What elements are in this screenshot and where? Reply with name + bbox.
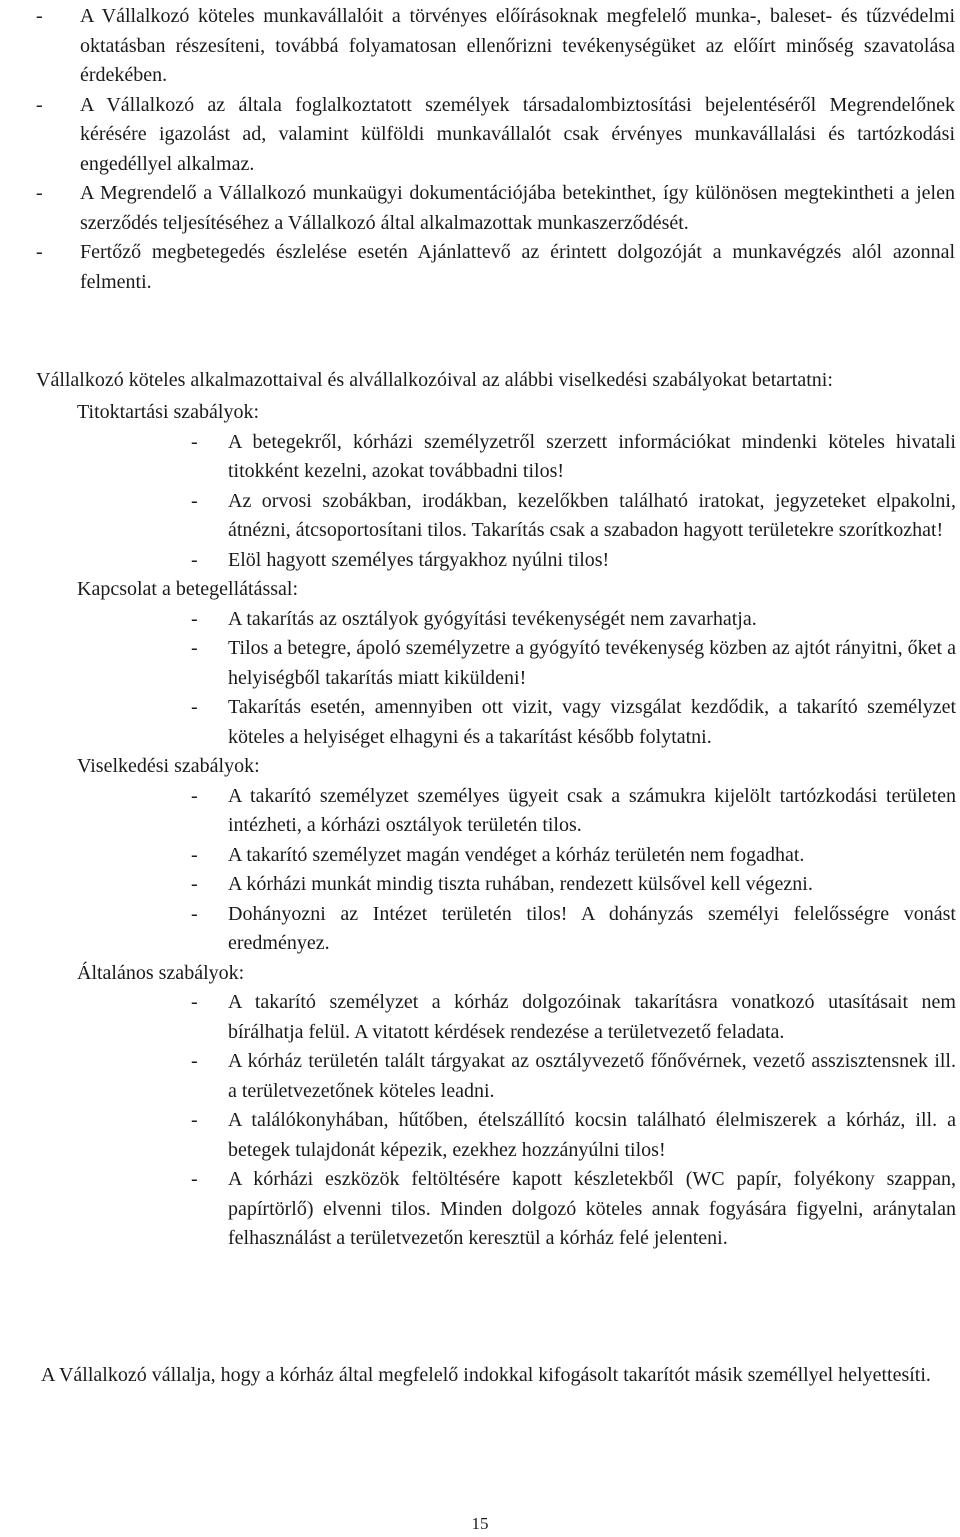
list-item-text: A Vállalkozó az általa foglalkoztatott személyek társadalombiztosítási bejelentéséről Megrendelőnek kérésére igazolást ad, valamint külföldi munkavállalót csak érvényes munkavállalási és tartózkodási engedéllyel alkalmaz. — [80, 93, 955, 175]
list-dash: - — [191, 843, 198, 866]
top-bullet-list — [36, 2, 955, 297]
list-item — [191, 900, 956, 959]
list-dash: - — [36, 182, 43, 204]
confidentiality-list — [191, 428, 956, 576]
list-item-text: A takarító személyzet a kórház dolgozóinak takarításra vonatkozó utasításait nem bírálhatja felül. A vitatott kérdések rendezése a területvezető feladata. — [228, 991, 956, 1043]
list-dash: - — [191, 548, 198, 571]
list-item-text: A kórház területén talált tárgyakat az osztályvezető főnővérnek, vezető asszisztensnek ill. a területvezetőnek köteles leadni. — [228, 1050, 956, 1102]
list-item — [191, 1106, 956, 1165]
list-item — [36, 2, 955, 91]
list-item — [191, 605, 956, 635]
list-dash: - — [36, 5, 43, 27]
list-dash: - — [191, 489, 198, 512]
list-item-text: Takarítás esetén, amennyiben ott vizit, vagy vizsgálat kezdődik, a takarító személyzet köteles a helyiséget elhagyni és a takarítást később folytatni. — [228, 696, 956, 748]
section-heading-patient-care: Kapcsolat a betegellátással: — [77, 578, 299, 600]
list-item-text: Dohányozni az Intézet területén tilos! A dohányzás személyi felelősségre vonást eredményez. — [228, 902, 956, 954]
list-item — [191, 870, 956, 900]
conduct-list — [191, 782, 956, 959]
list-item — [191, 693, 956, 752]
list-dash: - — [191, 1168, 198, 1190]
list-item-text: A takarító személyzet személyes ügyeit csak a számukra kijelölt tartózkodási területen intézheti, a kórházi osztályok területén tilos. — [228, 784, 956, 836]
rules-intro: Vállalkozó köteles alkalmazottaival és alvállalkozóival az alábbi viselkedési szabályokat betartatni: — [36, 369, 833, 391]
list-dash: - — [191, 696, 198, 718]
list-item — [191, 1165, 956, 1254]
list-item-text: Tilos a betegre, ápoló személyzetre a gyógyító tevékenység közben az ajtót rányitni, őket a helyiségből takarítás miatt kiküldeni! — [228, 637, 956, 689]
list-item-text: Elöl hagyott személyes tárgyakhoz nyúlni tilos! — [228, 548, 610, 571]
list-item-text: A takarító személyzet magán vendéget a kórház területén nem fogadhat. — [228, 843, 805, 866]
section-heading-conduct: Viselkedési szabályok: — [77, 755, 260, 777]
rules-sections — [36, 398, 956, 1254]
list-item — [36, 238, 955, 297]
list-dash: - — [191, 902, 198, 925]
general-list — [191, 988, 956, 1254]
list-item — [191, 546, 956, 576]
list-item-text: A találókonyhában, hűtőben, ételszállító kocsin található élelmiszerek a kórház, ill. a betegek tulajdonát képezik, ezekhez hozzányúlni tilos! — [228, 1109, 956, 1161]
list-item — [191, 841, 956, 871]
list-dash: - — [191, 607, 198, 630]
list-dash: - — [191, 1109, 198, 1131]
list-dash: - — [191, 1050, 198, 1072]
section-heading-confidentiality: Titoktartási szabályok: — [77, 401, 260, 423]
list-item-text: A betegekről, kórházi személyzetről szerzett információkat mindenki köteles hivatali titokként kezelni, azokat továbbadni tilos! — [228, 430, 956, 482]
list-item — [36, 179, 955, 238]
section-heading-general: Általános szabályok: — [77, 961, 245, 984]
list-dash: - — [191, 637, 198, 659]
list-item — [191, 782, 956, 841]
list-item-text: Fertőző megbetegedés észlelése esetén Ajánlattevő az érintett dolgozóját a munkavégzés alól azonnal felmenti. — [80, 241, 955, 293]
list-item — [191, 988, 956, 1047]
list-item-text: A kórházi munkát mindig tiszta ruhában, rendezett külsővel kell végezni. — [228, 873, 813, 895]
list-item — [191, 487, 956, 546]
list-item — [191, 634, 956, 693]
list-item-text: Az orvosi szobákban, irodákban, kezelőkben található iratokat, jegyzeteket elpakolni, átnézni, átcsoportosítani tilos. Takarítás csak a szabadon hagyott területekre szorítkozhat! — [228, 489, 956, 541]
list-dash: - — [191, 873, 198, 895]
list-item — [36, 91, 955, 180]
page-number: 15 — [471, 1514, 489, 1533]
list-item-text: A Vállalkozó köteles munkavállalóit a törvényes előírásoknak megfelelő munka-, baleset- és tűzvédelmi oktatásban részesíteni, továbbá folyamatosan ellenőrizni tevékenységüket az előírt minőség szavatolása érdekében. — [80, 5, 955, 86]
list-item — [191, 1047, 956, 1106]
list-item-text: A kórházi eszközök feltöltésére kapott készletekből (WC papír, folyékony szappan, papírtörlő) elvenni tilos. Minden dolgozó köteles annak fogyására figyelni, aránytalan felhasználást a területvezetőn keresztül a kórház felé jelenteni. — [228, 1168, 956, 1249]
list-dash: - — [191, 991, 198, 1013]
patient-care-list — [191, 605, 956, 753]
closing-paragraph: A Vállalkozó vállalja, hogy a kórház által megfelelő indokkal kifogásolt takarítót másik személlyel helyettesíti. — [41, 1364, 931, 1386]
list-item — [191, 428, 956, 487]
list-dash: - — [191, 430, 198, 453]
list-dash: - — [191, 784, 198, 807]
list-item-text: A Megrendelő a Vállalkozó munkaügyi dokumentációjába betekinthet, így különösen megtekintheti a jelen szerződés teljesítéséhez a Vállalkozó által alkalmazottak munkaszerződését. — [80, 182, 955, 234]
list-dash: - — [36, 241, 43, 263]
list-dash: - — [36, 93, 43, 116]
list-item-text: A takarítás az osztályok gyógyítási tevékenységét nem zavarhatja. — [228, 607, 757, 630]
